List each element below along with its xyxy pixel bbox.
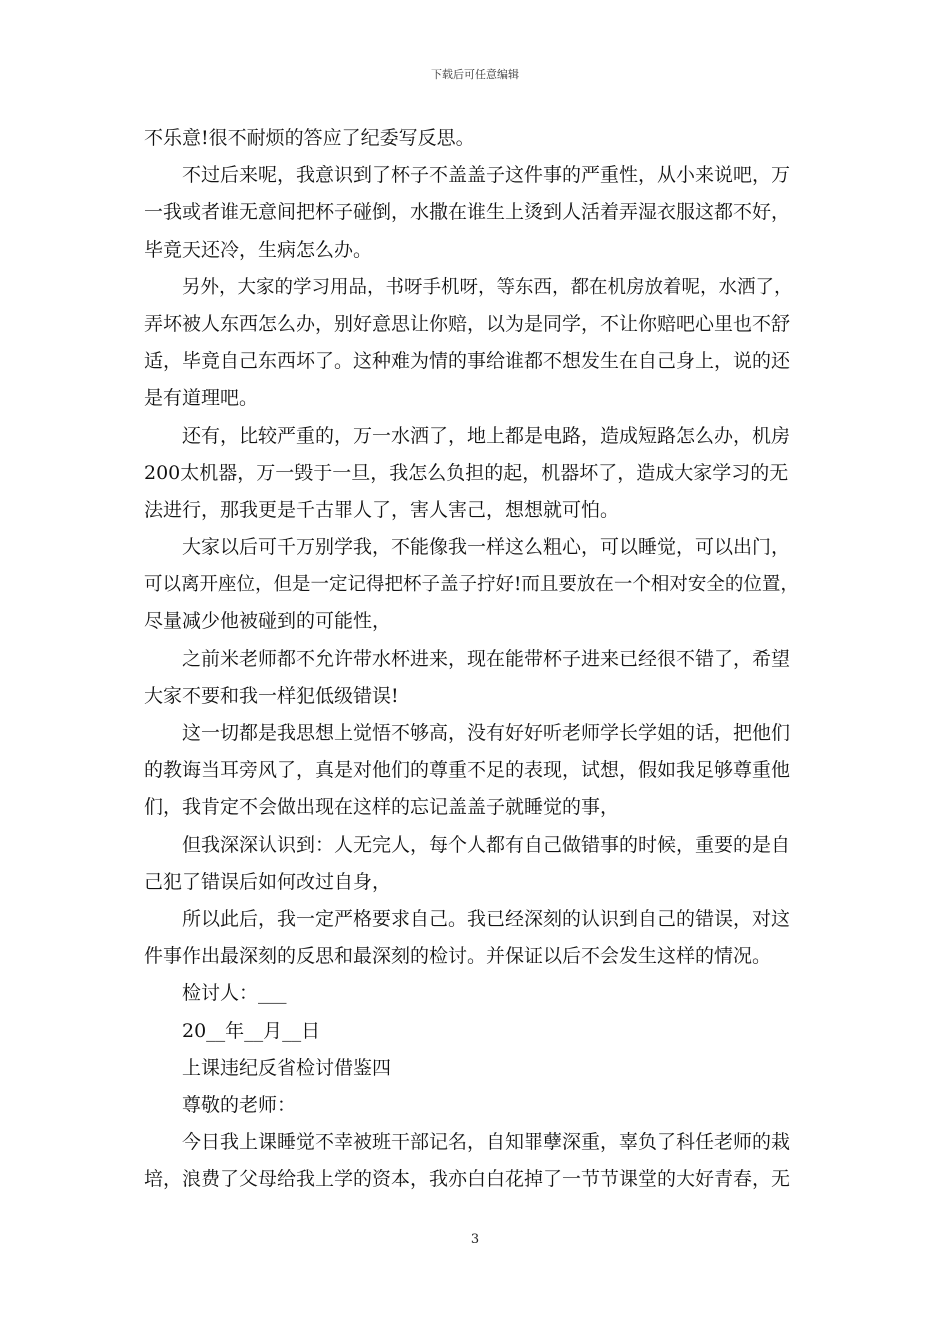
text-line: 法进行，那我更是千古罪人了，害人害己，想想就可怕。 bbox=[144, 498, 620, 521]
text-line: 的教诲当耳旁风了，真是对他们的尊重不足的表现，试想，假如我足够尊重他 bbox=[144, 759, 791, 782]
text-line: 件事作出最深刻的反思和最深刻的检讨。并保证以后不会发生这样的情况。 bbox=[144, 945, 772, 968]
text-line: 不乐意!很不耐烦的答应了纪委写反思。 bbox=[144, 127, 475, 149]
salutation: 尊敬的老师： bbox=[182, 1093, 297, 1116]
signature-line: 检讨人：___ bbox=[182, 982, 287, 1005]
page-number: 3 bbox=[470, 1232, 480, 1247]
text-line: 适，毕竟自己东西坏了。这种难为情的事给谁都不想发生在自己身上，说的还 bbox=[144, 350, 791, 373]
page-header: 下载后可任意编辑 bbox=[431, 68, 519, 81]
text-line: 另外，大家的学习用品，书呀手机呀，等东西，都在机房放着呢，水洒了， bbox=[182, 276, 793, 298]
text-line: 弄坏被人东西怎么办，别好意思让你赔，以为是同学，不让你赔吧心里也不舒 bbox=[144, 312, 791, 335]
text-line: 今日我上课睡觉不幸被班干部记名，自知罪孽深重，辜负了科任老师的栽 bbox=[182, 1131, 791, 1154]
text-line: 所以此后，我一定严格要求自己。我已经深刻的认识到自己的错误，对这 bbox=[182, 907, 791, 930]
text-line: 一我或者谁无意间把杯子碰倒，水撒在谁生上烫到人活着弄湿衣服这都不好， bbox=[144, 201, 791, 224]
text-line: 大家以后可千万别学我，不能像我一样这么粗心，可以睡觉，可以出门， bbox=[182, 536, 791, 559]
date-line: 20__年__月__日 bbox=[182, 1019, 321, 1042]
section-title: 上课违纪反省检讨借鉴四 bbox=[182, 1056, 392, 1079]
text-line: 是有道理吧。 bbox=[144, 387, 259, 410]
text-line: 不过后来呢，我意识到了杯子不盖盖子这件事的严重性，从小来说吧，万 bbox=[182, 164, 791, 187]
text-line: 之前米老师都不允许带水杯进来，现在能带杯子进来已经很不错了，希望 bbox=[182, 647, 791, 670]
document-body bbox=[144, 120, 806, 1198]
text-line: 们，我肯定不会做出现在这样的忘记盖盖子就睡觉的事， bbox=[144, 796, 620, 819]
text-line: 毕竟天还冷，生病怎么办。 bbox=[144, 238, 373, 261]
text-line: 大家不要和我一样犯低级错误! bbox=[144, 684, 399, 707]
text-line: 还有，比较严重的，万一水洒了，地上都是电路，造成短路怎么办，机房 bbox=[182, 424, 791, 447]
text-line: 己犯了错误后如何改过自身， bbox=[144, 870, 392, 893]
text-line: 200太机器，万一毁于一旦，我怎么负担的起，机器坏了，造成大家学习的无 bbox=[144, 461, 789, 484]
text-line: 这一切都是我思想上觉悟不够高，没有好好听老师学长学姐的话，把他们 bbox=[182, 722, 791, 744]
text-line: 可以离开座位，但是一定记得把杯子盖子拧好!而且要放在一个相对安全的位置， bbox=[144, 574, 799, 596]
text-line: 尽量减少他被碰到的可能性， bbox=[144, 610, 392, 633]
text-line: 但我深深认识到：人无完人，每个人都有自己做错事的时候，重要的是自 bbox=[182, 833, 791, 856]
text-line: 培，浪费了父母给我上学的资本，我亦白白花掉了一节节课堂的大好青春，无 bbox=[144, 1168, 791, 1191]
